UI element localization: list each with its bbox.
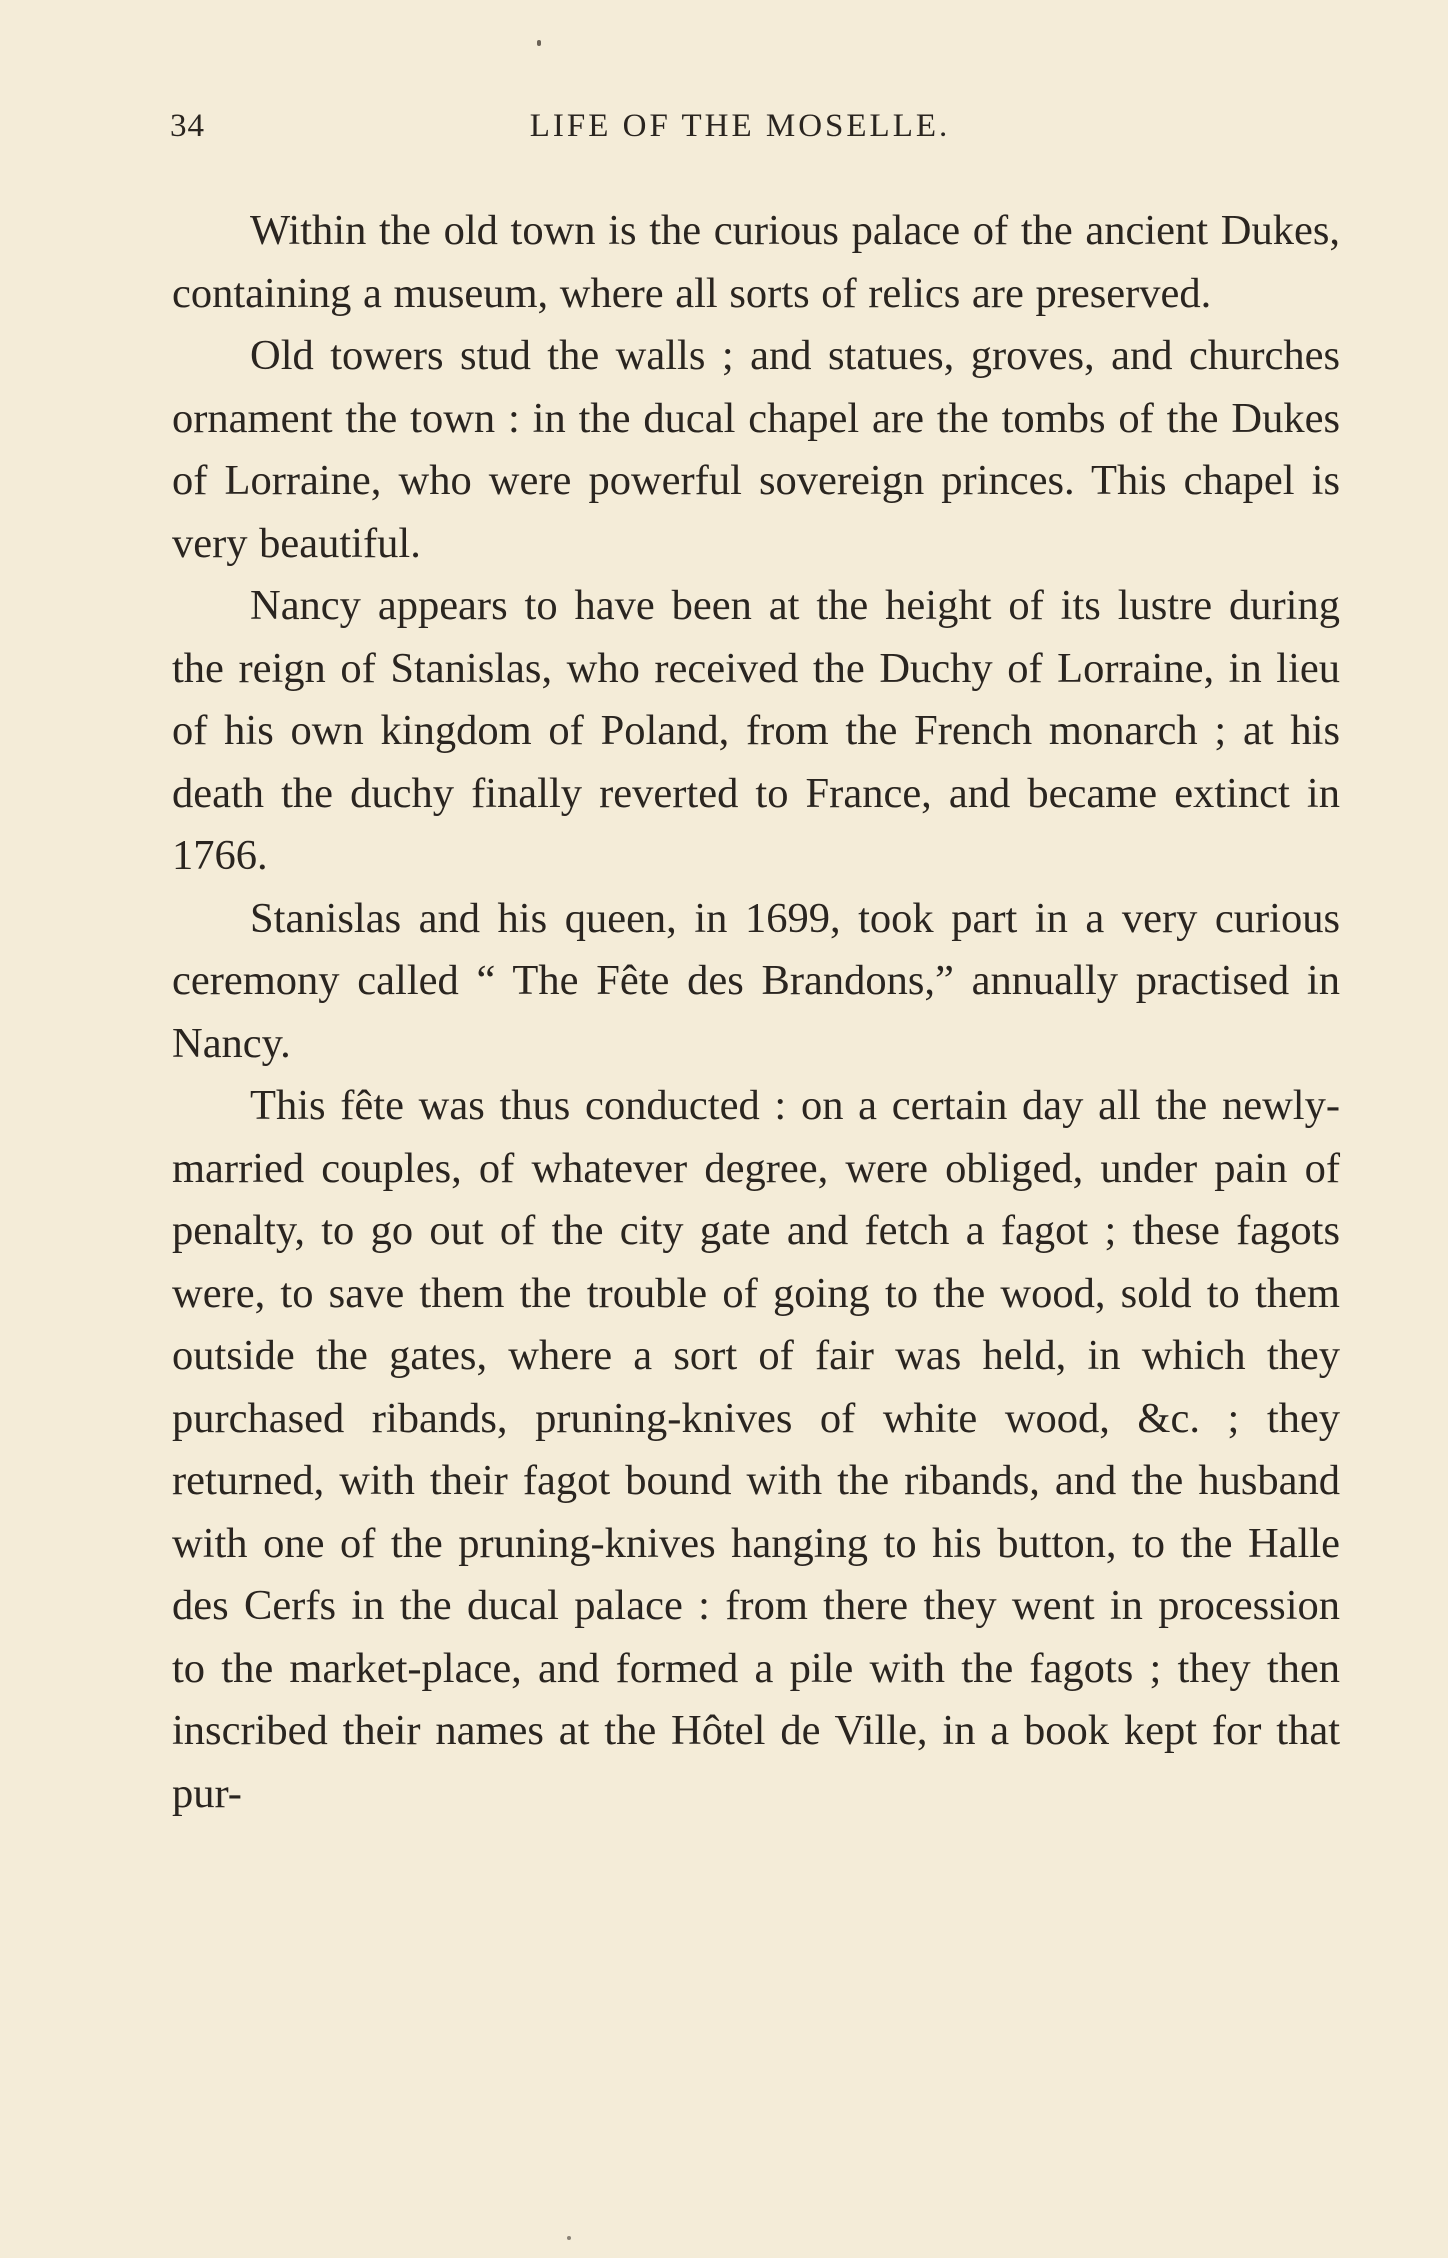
paragraph: Old towers stud the walls ; and statues, groves, and churches ornament the town : in the ducal chapel are the tombs of the Dukes of Lorraine, who were powerful sovereign princes. This chapel is very beautiful. [172, 332, 1340, 567]
paragraph: This fête was thus conducted : on a certain day all the newly-married couples, of whatever degree, were obliged, under pain of penalty, to go out of the city gate and fetch a fagot ; these fagots were, to save them the trouble of going to the wood, sold to them outside the gates, where a sort of fair was held, in which they purchased ribands, pruning-knives of white wood, &c. ; they returned, with their fagot bound with the ribands, and the husband with one of the pruning-knives hanging to his button, to the Halle des Cerfs in the ducal palace : from there they went in procession to the market-place, and formed a pile with the fagots ; they then inscribed their names at the Hôtel de Ville, in a book kept for that pur- [172, 1082, 1340, 1817]
ink-speck [537, 40, 541, 46]
ink-speck [567, 2236, 571, 2240]
body-text [172, 200, 1340, 1825]
running-head: LIFE OF THE MOSELLE. [529, 108, 951, 144]
page-header [170, 108, 1340, 158]
page-number: 34 [170, 108, 205, 144]
paragraph: Stanislas and his queen, in 1699, took part in a very curious ceremony called “ The Fête des Brandons,” annually practised in Nancy. [172, 894, 1340, 1067]
paragraph: Within the old town is the curious palace of the ancient Dukes, containing a museum, where all sorts of relics are preserved. [172, 207, 1340, 317]
paragraph: Nancy appears to have been at the height of its lustre during the reign of Stanislas, who received the Duchy of Lorraine, in lieu of his own kingdom of Poland, from the French monarch ; at his death the duchy finally reverted to France, and became extinct in 1766. [172, 582, 1340, 879]
